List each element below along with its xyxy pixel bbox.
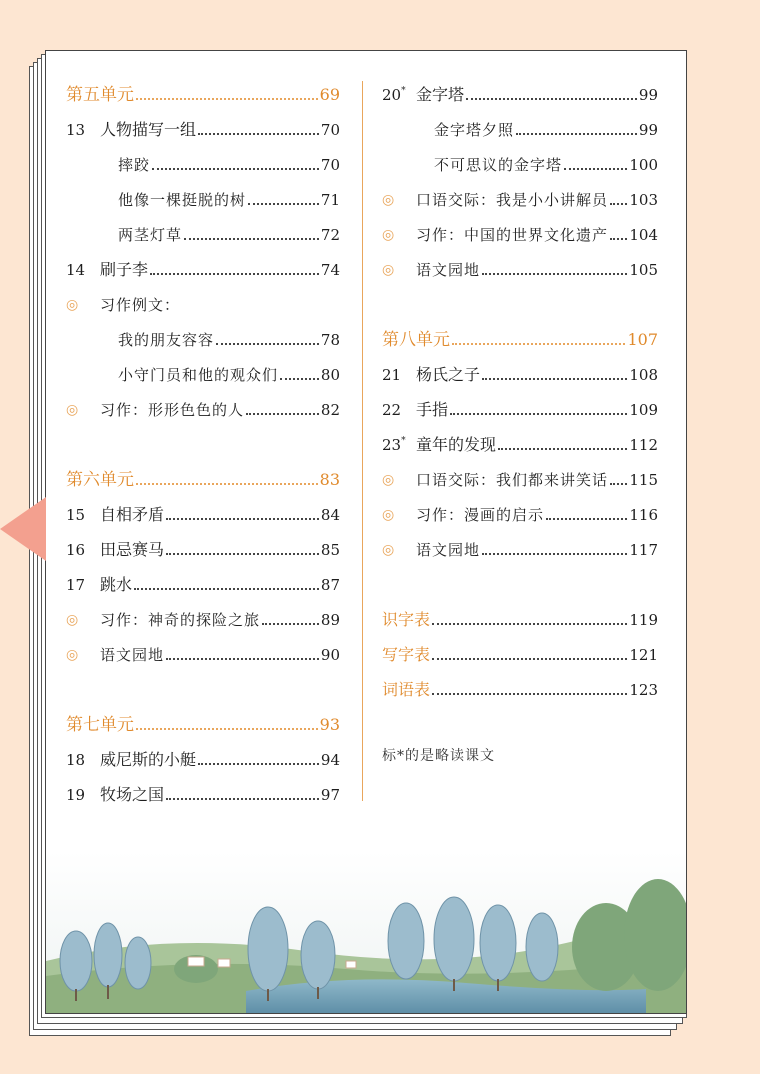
entry-title: 习作：形形色色的人	[100, 401, 245, 419]
page-number: 94	[320, 751, 340, 769]
leader-dots	[482, 553, 627, 555]
toc-entry[interactable]	[66, 744, 340, 770]
entry-title: 童年的发现	[416, 435, 497, 454]
entry-title: 我的朋友容容	[118, 331, 215, 349]
leader-dots	[466, 98, 637, 100]
leader-dots	[166, 658, 319, 660]
leader-dots	[166, 553, 319, 555]
toc-entry[interactable]	[66, 184, 340, 210]
toc-unit-heading[interactable]	[66, 79, 340, 105]
entry-title: 第七单元	[66, 715, 134, 735]
page-number: 100	[629, 156, 658, 174]
circle-bullet-icon: ◎	[382, 227, 395, 243]
page-number: 84	[320, 506, 340, 524]
toc-entry[interactable]	[66, 779, 340, 805]
lesson-number: 22	[382, 401, 402, 419]
entry-title: 刷子李	[100, 260, 149, 279]
toc-unit-heading[interactable]	[66, 709, 340, 735]
entry-title: 摔跤	[118, 156, 151, 174]
leader-dots	[262, 623, 319, 625]
entry-title: 第五单元	[66, 85, 134, 105]
page-number: 107	[627, 330, 658, 349]
lesson-number: 23*	[382, 436, 406, 454]
leader-dots	[166, 798, 319, 800]
leader-dots	[198, 133, 319, 135]
leader-dots	[610, 238, 627, 240]
footnote: 标*的是略读课文	[382, 748, 495, 764]
toc-entry[interactable]	[382, 604, 658, 630]
page-number: 105	[629, 261, 658, 279]
toc-entry[interactable]	[66, 604, 340, 630]
page-number: 116	[629, 506, 658, 524]
lesson-number: 17	[66, 576, 86, 594]
leader-dots	[546, 518, 627, 520]
lesson-number: 20*	[382, 86, 406, 104]
toc-entry[interactable]	[66, 499, 340, 525]
toc-entry[interactable]	[382, 394, 658, 420]
page-number: 82	[320, 401, 340, 419]
circle-bullet-icon: ◎	[382, 542, 395, 558]
entry-title: 习作例文：	[100, 296, 181, 314]
circle-bullet-icon: ◎	[382, 262, 395, 278]
toc-entry[interactable]	[66, 394, 340, 420]
page-number: 71	[320, 191, 340, 209]
page-number: 108	[629, 366, 658, 384]
toc-entry[interactable]	[382, 534, 658, 560]
entry-title: 词语表	[382, 680, 431, 699]
leader-dots	[432, 623, 627, 625]
entry-title: 语文园地	[100, 646, 165, 664]
entry-title: 习作：神奇的探险之旅	[100, 611, 261, 629]
toc-entry[interactable]	[382, 149, 658, 175]
entry-title: 杨氏之子	[416, 365, 481, 384]
page-number: 69	[319, 85, 340, 104]
leader-dots	[136, 98, 318, 100]
leader-dots	[136, 483, 318, 485]
leader-dots	[432, 693, 627, 695]
skim-reading-star: *	[401, 436, 406, 446]
toc-entry[interactable]	[382, 674, 658, 700]
leader-dots	[166, 518, 319, 520]
toc-entry[interactable]	[66, 114, 340, 140]
toc-entry[interactable]	[66, 219, 340, 245]
leader-dots	[150, 273, 319, 275]
leader-dots	[516, 133, 637, 135]
toc-unit-heading[interactable]	[66, 464, 340, 490]
leader-dots	[246, 413, 319, 415]
toc-entry[interactable]	[382, 639, 658, 665]
entry-title: 人物描写一组	[100, 120, 197, 139]
toc-entry[interactable]	[66, 639, 340, 665]
toc-entry[interactable]	[382, 254, 658, 280]
skim-reading-star: *	[401, 86, 406, 96]
entry-title: 第六单元	[66, 470, 134, 490]
toc-entry[interactable]	[66, 149, 340, 175]
circle-bullet-icon: ◎	[66, 402, 79, 418]
page-number: 93	[319, 715, 340, 734]
page-number: 85	[320, 541, 340, 559]
circle-bullet-icon: ◎	[382, 507, 395, 523]
entry-title: 口语交际：我是小小讲解员	[416, 191, 609, 209]
leader-dots	[136, 728, 318, 730]
leader-dots	[564, 168, 627, 170]
leader-dots	[482, 273, 627, 275]
entry-title: 第八单元	[382, 330, 450, 350]
leader-dots	[216, 343, 319, 345]
entry-title: 习作：漫画的启示	[416, 506, 545, 524]
page-number: 78	[320, 331, 340, 349]
circle-bullet-icon: ◎	[66, 647, 79, 663]
entry-title: 跳水	[100, 575, 133, 594]
leader-dots	[152, 168, 319, 170]
landscape-illustration	[46, 851, 686, 1013]
page-number: 115	[629, 471, 658, 489]
page-number: 109	[629, 401, 658, 419]
leader-dots	[198, 763, 319, 765]
page-number: 70	[320, 121, 340, 139]
toc-entry[interactable]	[382, 429, 658, 455]
entry-title: 不可思议的金字塔	[434, 156, 563, 174]
entry-title: 识字表	[382, 610, 431, 629]
page-number: 74	[320, 261, 340, 279]
circle-bullet-icon: ◎	[382, 472, 395, 488]
page-number: 117	[629, 541, 658, 559]
toc-entry[interactable]	[382, 219, 658, 245]
entry-title: 两茎灯草	[118, 226, 183, 244]
leader-dots	[248, 203, 319, 205]
entry-title: 口语交际：我们都来讲笑话	[416, 471, 609, 489]
page-number: 83	[319, 470, 340, 489]
leader-dots	[498, 448, 627, 450]
entry-title: 牧场之国	[100, 785, 165, 804]
toc-entry[interactable]	[66, 569, 340, 595]
leader-dots	[610, 483, 627, 485]
leader-dots	[432, 658, 627, 660]
leader-dots	[450, 413, 627, 415]
leader-dots	[184, 238, 319, 240]
page-number: 99	[638, 121, 658, 139]
page-number: 87	[320, 576, 340, 594]
page-number: 119	[629, 611, 658, 629]
page-number: 70	[320, 156, 340, 174]
lesson-number: 14	[66, 261, 86, 279]
lesson-number: 13	[66, 121, 86, 139]
leader-dots	[482, 378, 627, 380]
circle-bullet-icon: ◎	[66, 297, 79, 313]
page-number: 97	[320, 786, 340, 804]
page-number: 99	[638, 86, 658, 104]
toc-entry[interactable]	[66, 359, 340, 385]
toc-entry[interactable]	[382, 114, 658, 140]
toc-entry[interactable]	[382, 79, 658, 105]
page-tab-marker	[0, 497, 46, 561]
circle-bullet-icon: ◎	[66, 612, 79, 628]
entry-title: 习作：中国的世界文化遗产	[416, 226, 609, 244]
page-number: 121	[629, 646, 658, 664]
leader-dots	[134, 588, 319, 590]
page-number: 89	[320, 611, 340, 629]
toc-entry[interactable]	[382, 499, 658, 525]
circle-bullet-icon: ◎	[382, 192, 395, 208]
page-number: 123	[629, 681, 658, 699]
lesson-number: 15	[66, 506, 86, 524]
page-number: 80	[320, 366, 340, 384]
entry-title: 金字塔夕照	[434, 121, 515, 139]
entry-title: 自相矛盾	[100, 505, 165, 524]
toc-entry[interactable]	[66, 289, 340, 315]
column-divider	[362, 81, 363, 801]
page-number: 104	[629, 226, 658, 244]
lesson-number: 16	[66, 541, 86, 559]
entry-title: 他像一棵挺脱的树	[118, 191, 247, 209]
toc-entry[interactable]	[66, 324, 340, 350]
toc-entry[interactable]	[66, 254, 340, 280]
lesson-number: 18	[66, 751, 86, 769]
entry-title: 语文园地	[416, 541, 481, 559]
page-number: 90	[320, 646, 340, 664]
toc-page	[45, 50, 687, 1014]
entry-title: 田忌赛马	[100, 540, 165, 559]
entry-title: 金字塔	[416, 85, 465, 104]
entry-title: 手指	[416, 400, 449, 419]
entry-title: 小守门员和他的观众们	[118, 366, 279, 384]
toc-entry[interactable]	[382, 184, 658, 210]
entry-title: 语文园地	[416, 261, 481, 279]
entry-title: 威尼斯的小艇	[100, 750, 197, 769]
toc-unit-heading[interactable]	[382, 324, 658, 350]
leader-dots	[610, 203, 627, 205]
lesson-number: 21	[382, 366, 402, 384]
toc-entry[interactable]	[66, 534, 340, 560]
leader-dots	[452, 343, 625, 345]
lesson-number: 19	[66, 786, 86, 804]
leader-dots	[280, 378, 319, 380]
page-number: 72	[320, 226, 340, 244]
entry-title: 写字表	[382, 645, 431, 664]
page-number: 112	[629, 436, 658, 454]
toc-entry[interactable]	[382, 359, 658, 385]
toc-entry[interactable]	[382, 464, 658, 490]
page-number: 103	[629, 191, 658, 209]
